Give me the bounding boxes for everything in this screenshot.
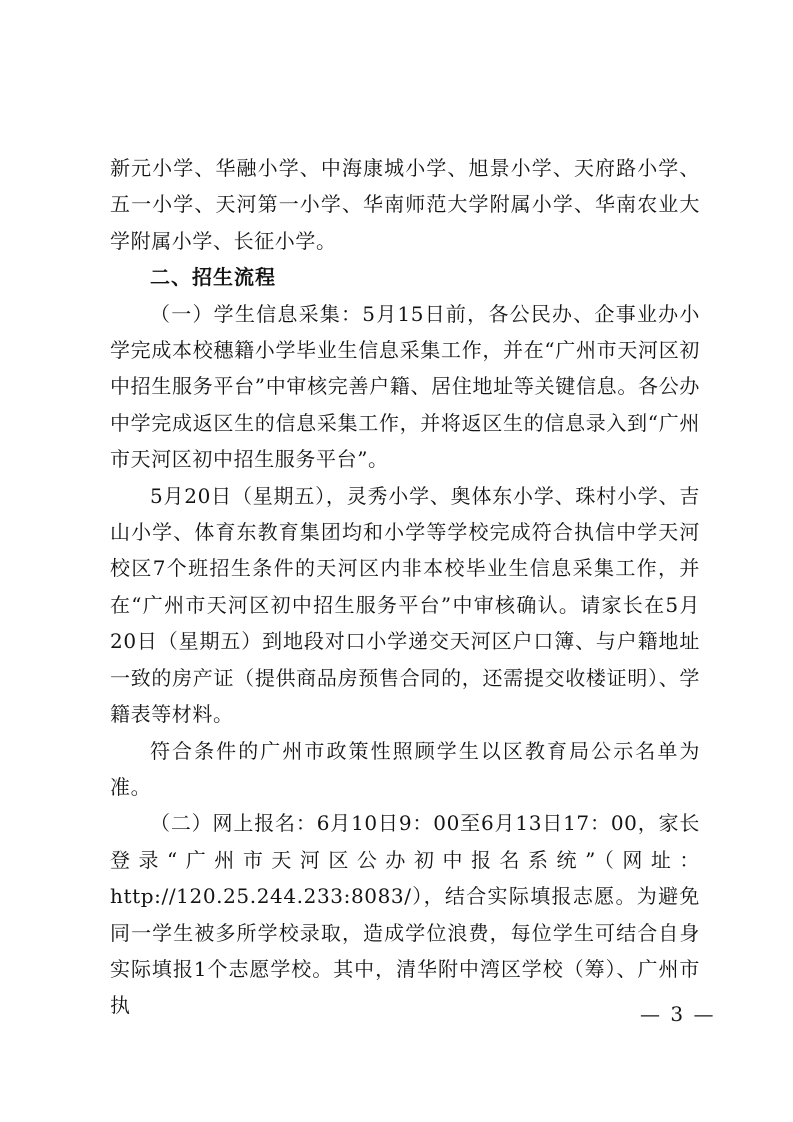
section-heading-enrollment-process: 二、招生流程 xyxy=(150,265,276,290)
paragraph-may-20-collection: 5月20日（星期五），灵秀小学、奥体东小学、珠村小学、吉山小学、体育东教育集团均和小学等学校完成符合执信中学天河校区7个班招生条件的天河区内非本校毕业生信息采集工作，并在“广州市天河区初中招生服务平台”中审核确认。请家长在5月20日（星期五）到地段对口小学递交天河区户口簿、与户籍地址一致的房产证（提供商品房预售合同的，还需提交收楼证明）、学籍表等材料。 xyxy=(110,483,700,727)
paragraph-school-list-continued: 新元小学、华融小学、中海康城小学、旭景小学、天府路小学、五一小学、天河第一小学、华南师范大学附属小学、华南农业大学附属小学、长征小学。 xyxy=(110,156,700,253)
document-body xyxy=(110,150,700,1024)
page-number: — 3 — xyxy=(640,1002,716,1026)
paragraph-online-registration: （二）网上报名：6月10日9：00至6月13日17：00，家长登录“广州市天河区公办初中报名系统”（网址：http://120.25.244.233:8083/），结合实际填报志愿。为避免同一学生被多所学校录取，造成学位浪费，每位学生可结合自身实际填报1个志愿学校。其中，清华附中湾区学校（筹）、广州市执 xyxy=(110,811,700,1018)
paragraph-student-info-collection: （一）学生信息采集：5月15日前，各公民办、企事业办小学完成本校穗籍小学毕业生信息采集工作，并在“广州市天河区初中招生服务平台”中审核完善户籍、居住地址等关键信息。各公办中学完成返区生的信息采集工作，并将返区生的信息录入到“广州市天河区初中招生服务平台”。 xyxy=(110,301,700,472)
paragraph-policy-students: 符合条件的广州市政策性照顾学生以区教育局公示名单为准。 xyxy=(110,738,700,799)
